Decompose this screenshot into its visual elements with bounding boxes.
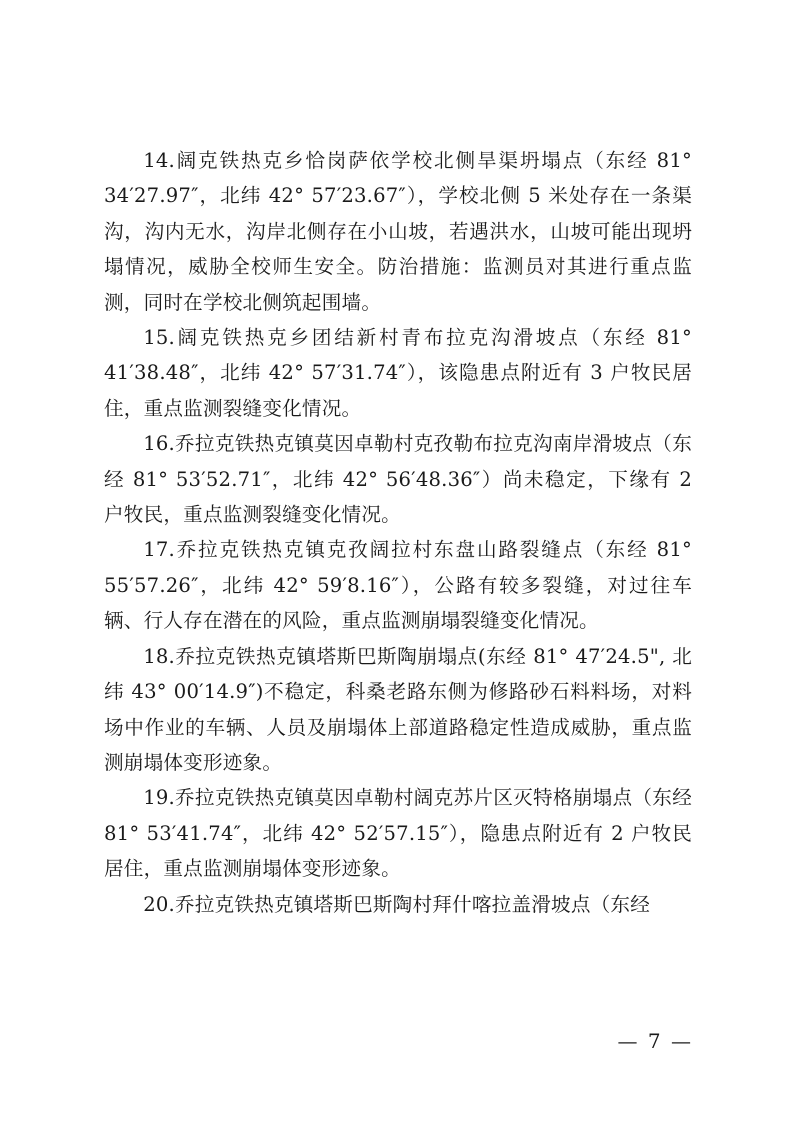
paragraph-16: 16.乔拉克铁热克镇莫因卓勒村克孜勒布拉克沟南岸滑坡点（东经 81° 53′52.71″，北纬 42° 56′48.36″）尚未稳定，下缘有 2 户牧民，重点监测裂缝变化情况。 bbox=[104, 432, 692, 527]
paragraph-19: 19.乔拉克铁热克镇莫因卓勒村阔克苏片区灭特格崩塌点（东经 81° 53′41.74″，北纬 42° 52′57.15″），隐患点附近有 2 户牧民居住，重点监测崩塌体变形迹象。 bbox=[104, 786, 692, 881]
body-text bbox=[104, 143, 692, 922]
paragraph-20: 20.乔拉克铁热克镇塔斯巴斯陶村拜什喀拉盖滑坡点（东经 bbox=[143, 892, 650, 916]
page-number: — 7 — bbox=[617, 1029, 693, 1053]
paragraph-17: 17.乔拉克铁热克镇克孜阔拉村东盘山路裂缝点（东经 81° 55′57.26″，北纬 42° 59′8.16″），公路有较多裂缝，对过往车辆、行人存在潜在的风险，重点监测崩塌裂缝变化情况。 bbox=[104, 538, 692, 633]
paragraph-14: 14.阔克铁热克乡恰岗萨依学校北侧旱渠坍塌点（东经 81° 34′27.97″，北纬 42° 57′23.67″），学校北侧 5 米处存在一条渠沟，沟内无水，沟岸北侧存在小山坡，若遇洪水，山坡可能出现坍塌情况，威胁全校师生安全。防治措施：监测员对其进行重点监测，同时在学校北侧筑起围墙。 bbox=[104, 149, 692, 314]
paragraph-15: 15.阔克铁热克乡团结新村青布拉克沟滑坡点（东经 81° 41′38.48″，北纬 42° 57′31.74″），该隐患点附近有 3 户牧民居住，重点监测裂缝变化情况。 bbox=[104, 326, 692, 420]
paragraph-18: 18.乔拉克铁热克镇塔斯巴斯陶崩塌点(东经 81° 47′24.5", 北纬 43° 00′14.9″)不稳定，科桑老路东侧为修路砂石料料场，对料场中作业的车辆、人员及崩塌体上部道路稳定性造成威胁，重点监测崩塌体变形迹象。 bbox=[104, 644, 692, 774]
